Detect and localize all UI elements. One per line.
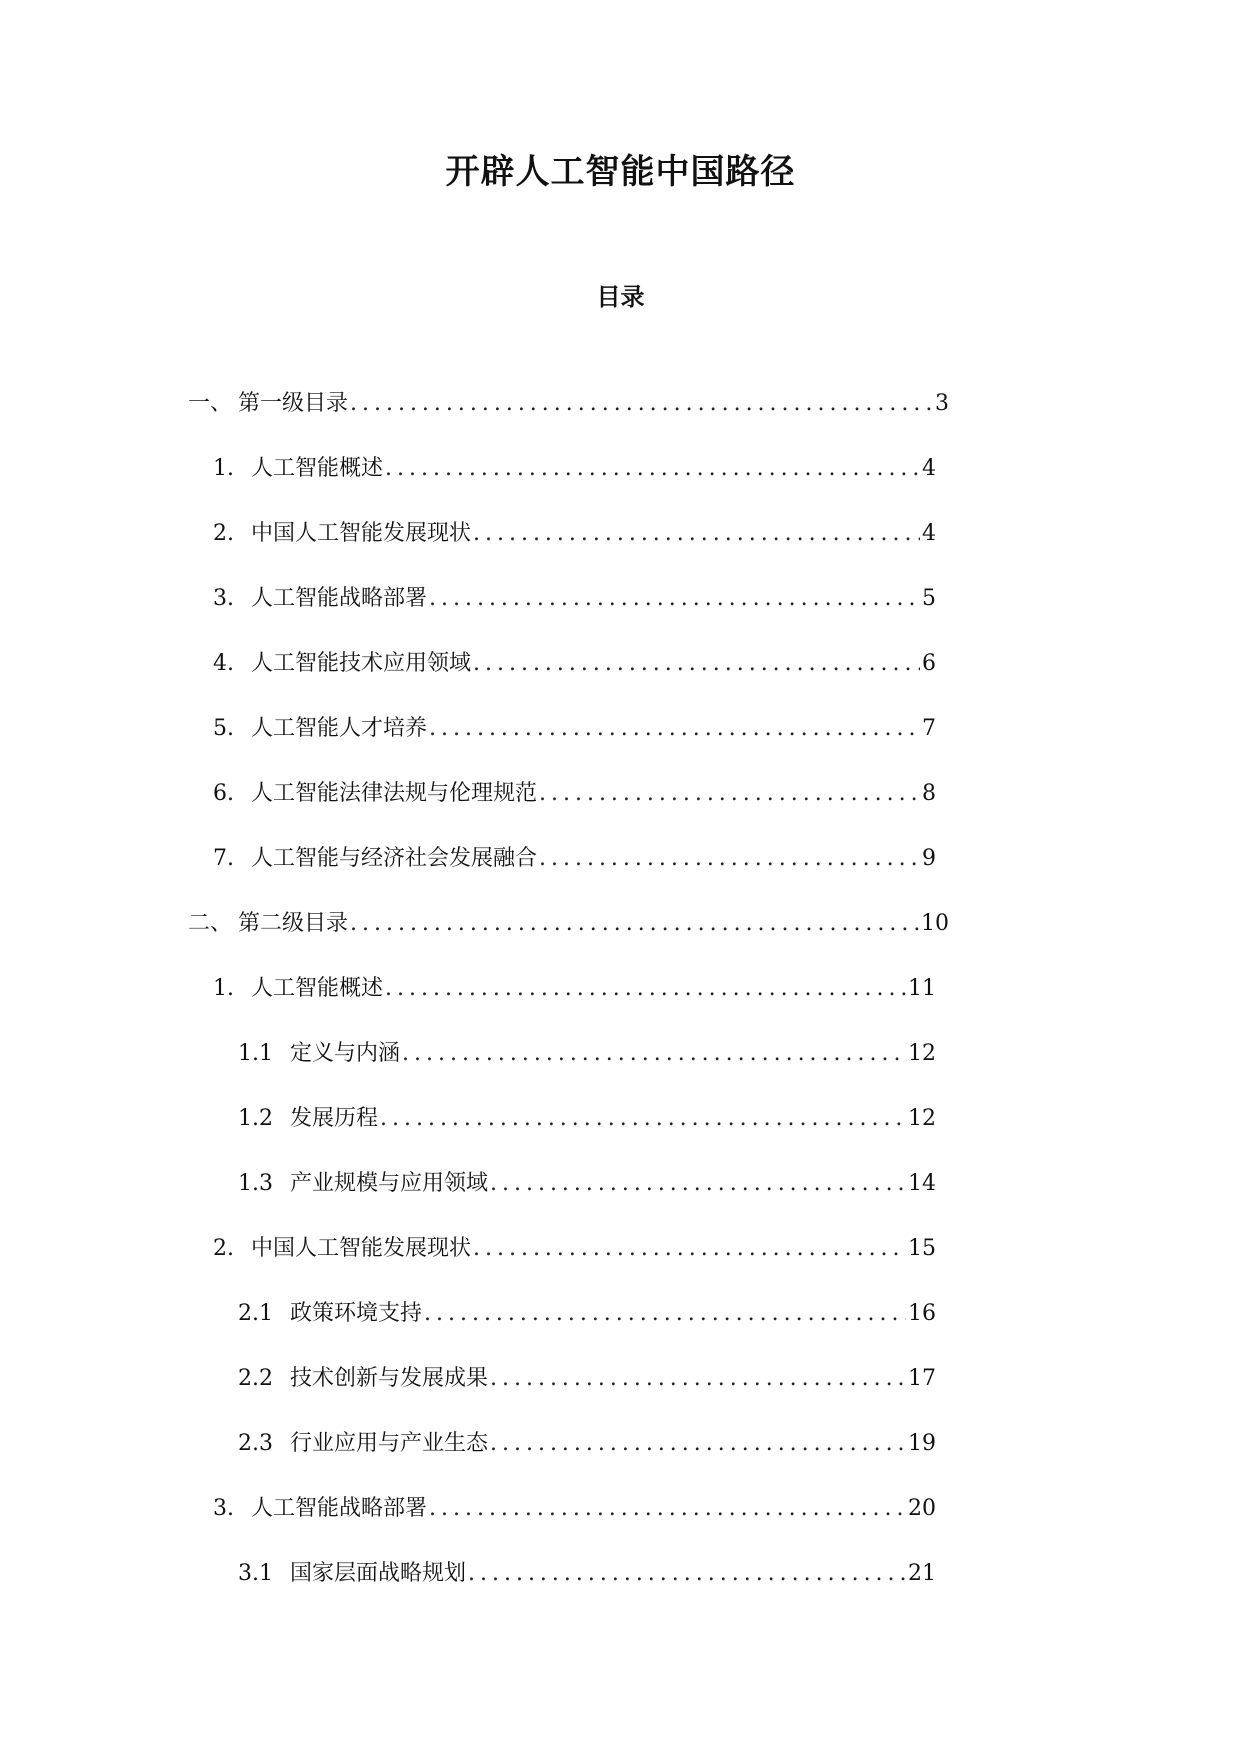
toc-entry-level2[interactable] <box>213 712 936 746</box>
document-title: 开辟人工智能中国路径 <box>445 152 796 192</box>
toc-entry-title: 第二级目录 <box>238 911 349 936</box>
toc-entry-page: 10 <box>921 911 949 936</box>
toc-dot-leader <box>473 647 920 681</box>
toc-entry-level2[interactable] <box>213 452 936 486</box>
toc-entry-page: 12 <box>908 1041 936 1066</box>
toc-entry-title: 人工智能概述 <box>251 456 384 481</box>
toc-entry-title: 产业规模与应用领域 <box>290 1171 489 1196</box>
toc-entry-level2[interactable] <box>213 842 936 876</box>
toc-entry-title: 人工智能战略部署 <box>251 586 428 611</box>
toc-entry-page: 6 <box>922 651 936 676</box>
toc-entry-page: 12 <box>908 1106 936 1131</box>
toc-entry-title: 发展历程 <box>290 1106 379 1131</box>
toc-dot-leader <box>539 777 920 811</box>
toc-entry-number: 1.3 <box>238 1171 273 1196</box>
toc-entry-title: 第一级目录 <box>238 391 349 416</box>
toc-dot-leader <box>490 1167 906 1201</box>
toc-entry-page: 3 <box>935 391 949 416</box>
toc-entry-number: 5. <box>213 716 234 741</box>
toc-entry-title: 国家层面战略规划 <box>290 1561 467 1586</box>
toc-entry-number: 4. <box>213 651 234 676</box>
toc-dot-leader <box>424 1297 906 1331</box>
toc-entry-number: 7. <box>213 846 234 871</box>
toc-entry-title: 中国人工智能发展现状 <box>251 1236 472 1261</box>
toc-dot-leader <box>385 452 920 486</box>
toc-entry-level3[interactable] <box>238 1102 936 1136</box>
toc-dot-leader <box>429 582 920 616</box>
toc-entry-level3[interactable] <box>238 1427 936 1461</box>
toc-entry-title: 政策环境支持 <box>290 1301 423 1326</box>
toc-entry-page: 14 <box>908 1171 936 1196</box>
toc-entry-level2[interactable] <box>213 1492 936 1526</box>
toc-entry-number: 1. <box>213 976 234 1001</box>
toc-entry-level2[interactable] <box>213 777 936 811</box>
toc-entry-number: 二、 <box>188 911 233 936</box>
toc-dot-leader <box>350 387 933 421</box>
toc-dot-leader <box>429 712 920 746</box>
toc-dot-leader <box>490 1362 906 1396</box>
toc-entry-title: 人工智能概述 <box>251 976 384 1001</box>
toc-entry-title: 人工智能人才培养 <box>251 716 428 741</box>
toc-entry-number: 1.1 <box>238 1041 273 1066</box>
toc-entry-level3[interactable] <box>238 1037 936 1071</box>
toc-entry-number: 2. <box>213 1236 234 1261</box>
toc-entry-level2[interactable] <box>213 1232 936 1266</box>
toc-entry-number: 3. <box>213 586 234 611</box>
toc-entry-level2[interactable] <box>213 517 936 551</box>
toc-entry-title: 技术创新与发展成果 <box>290 1366 489 1391</box>
toc-entry-page: 16 <box>908 1301 936 1326</box>
toc-entry-title: 人工智能与经济社会发展融合 <box>251 846 538 871</box>
toc-entry-title: 人工智能战略部署 <box>251 1496 428 1521</box>
toc-dot-leader <box>468 1557 906 1591</box>
toc-entry-title: 定义与内涵 <box>290 1041 401 1066</box>
toc-dot-leader <box>380 1102 906 1136</box>
toc-entry-number: 1.2 <box>238 1106 273 1131</box>
toc-heading: 目录 <box>596 282 645 311</box>
toc-entry-number: 2. <box>213 521 234 546</box>
toc-entry-page: 17 <box>908 1366 936 1391</box>
toc-entry-page: 7 <box>922 716 936 741</box>
toc-entry-page: 8 <box>922 781 936 806</box>
toc-dot-leader <box>385 972 906 1006</box>
toc-entry-page: 21 <box>908 1561 936 1586</box>
toc-entry-page: 9 <box>922 846 936 871</box>
toc-entry-number: 2.3 <box>238 1431 273 1456</box>
toc-entry-title: 行业应用与产业生态 <box>290 1431 489 1456</box>
toc-entry-page: 11 <box>908 976 936 1001</box>
toc-entry-page: 15 <box>908 1236 936 1261</box>
toc-entry-number: 3. <box>213 1496 234 1521</box>
toc-dot-leader <box>350 907 919 941</box>
toc-entry-title: 人工智能技术应用领域 <box>251 651 472 676</box>
toc-entry-number: 2.1 <box>238 1301 273 1326</box>
toc-entry-level2[interactable] <box>213 582 936 616</box>
toc-entry-level3[interactable] <box>238 1362 936 1396</box>
toc-entry-number: 3.1 <box>238 1561 273 1586</box>
toc-dot-leader <box>429 1492 906 1526</box>
toc-entry-page: 4 <box>922 456 936 481</box>
toc-entry-page: 4 <box>922 521 936 546</box>
toc-entry-level2[interactable] <box>213 647 936 681</box>
toc-dot-leader <box>539 842 920 876</box>
toc-entry-number: 6. <box>213 781 234 806</box>
toc-entry-number: 一、 <box>188 391 233 416</box>
toc-entry-level1[interactable] <box>188 907 949 941</box>
toc-entry-level1[interactable] <box>188 387 949 421</box>
toc-entry-level3[interactable] <box>238 1297 936 1331</box>
toc-entry-level3[interactable] <box>238 1557 936 1591</box>
toc-entry-title: 人工智能法律法规与伦理规范 <box>251 781 538 806</box>
toc-entry-number: 1. <box>213 456 234 481</box>
toc-dot-leader <box>473 517 920 551</box>
toc-entry-page: 19 <box>908 1431 936 1456</box>
toc-entry-number: 2.2 <box>238 1366 273 1391</box>
toc-dot-leader <box>490 1427 906 1461</box>
toc-entry-title: 中国人工智能发展现状 <box>251 521 472 546</box>
toc-entry-level2[interactable] <box>213 972 936 1006</box>
toc-dot-leader <box>473 1232 906 1266</box>
toc-entry-page: 5 <box>922 586 936 611</box>
toc-entry-page: 20 <box>908 1496 936 1521</box>
toc-dot-leader <box>402 1037 906 1071</box>
toc-entry-level3[interactable] <box>238 1167 936 1201</box>
